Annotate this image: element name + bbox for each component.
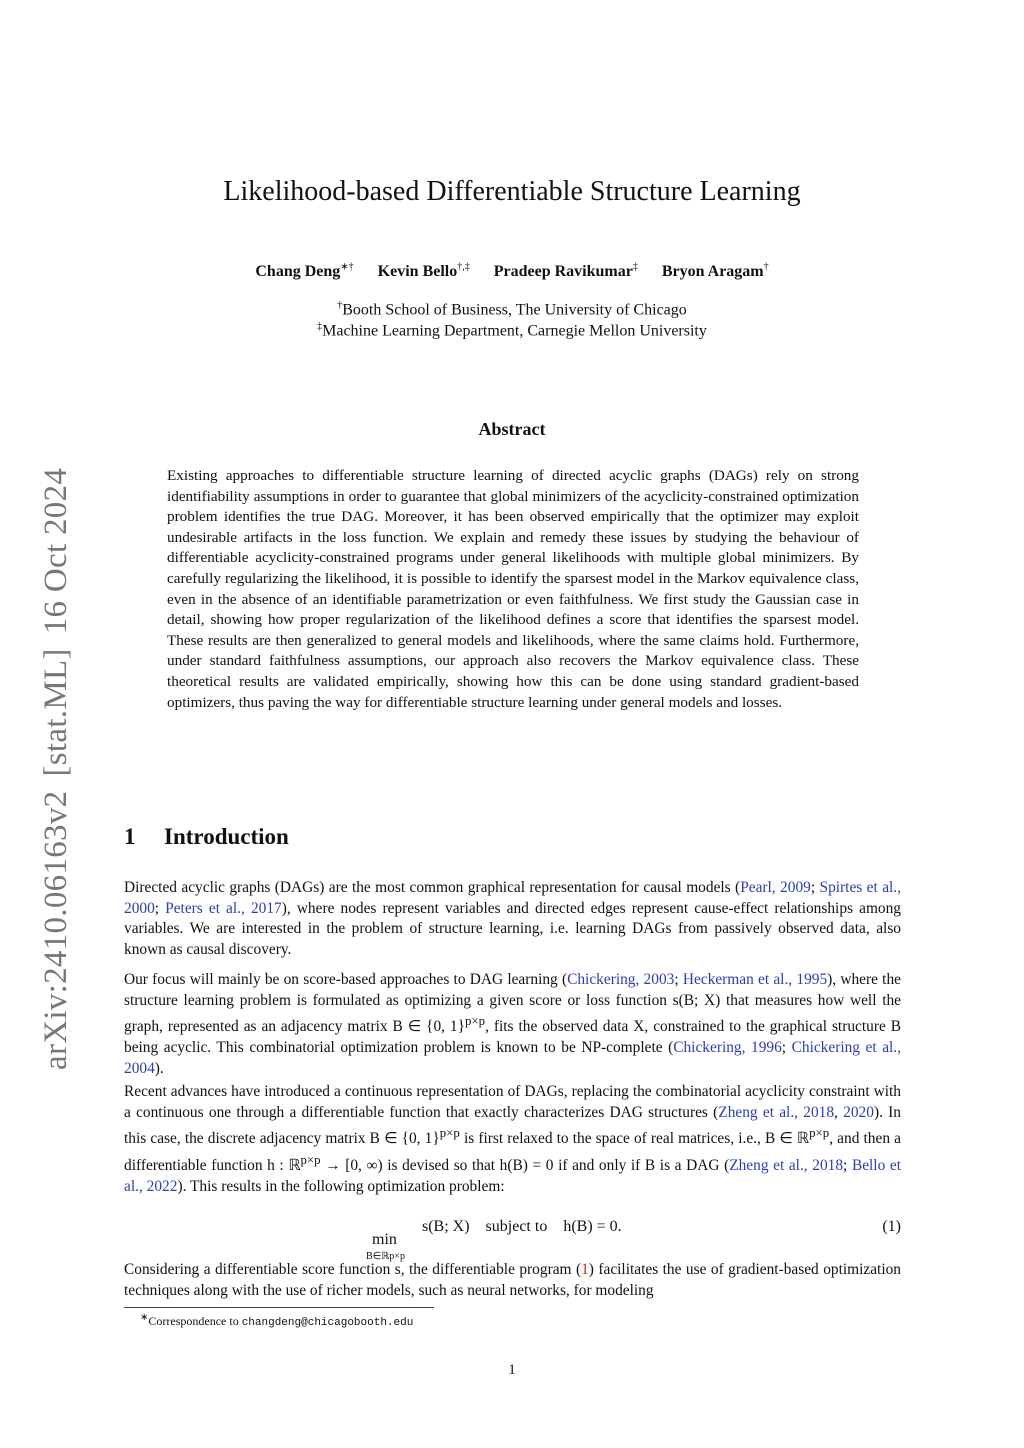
footnote-divider — [124, 1307, 434, 1308]
text-run: Considering a differentiable score function s, the differentiable program ( — [124, 1261, 582, 1278]
text-run: ; — [781, 1038, 792, 1056]
author-list — [100, 262, 924, 281]
text-run: ), where the structure learning problem is formulated as optimizing a given score or loss function s(B; X) that measures how well the graph, represented as an adjacency matrix B ∈ {0, 1} — [124, 971, 901, 1036]
text-run: ), where nodes represent variables and directed edges represent cause-effect relationships among variables. We are interested in the problem of structure learning, i.e. learning DAGs from passively observed data, also known as causal discovery. — [124, 899, 902, 958]
text-run: Recent advances have introduced a continuous representation of DAGs, replacing the combinatorial acyclicity constraint with a continuous one through a differentiable function that exactly characterizes DAG structures ( — [124, 1083, 901, 1121]
citation-link[interactable]: Zheng et al., 2018 — [729, 1157, 844, 1175]
text-run: Directed acyclic graphs (DAGs) are the most common graphical representation for causal models ( — [124, 879, 741, 896]
math-superscript: p×p — [809, 1126, 830, 1141]
paragraph-3 — [124, 1082, 901, 1197]
abstract-heading: Abstract — [478, 419, 546, 439]
citation-link[interactable]: Chickering, 1996 — [673, 1038, 782, 1056]
text-run: ) facilitates the use of gradient-based optimization techniques along with the use of richer models, such as neural networks, for modeling — [124, 1261, 901, 1299]
equation-number: (1) — [882, 1218, 901, 1235]
equation-1 — [124, 1216, 901, 1262]
paragraph-1 — [124, 878, 901, 960]
arxiv-category: [stat.ML] — [38, 648, 74, 777]
author-name: Pradeep Ravikumar — [493, 263, 633, 281]
affiliation-1 — [100, 300, 924, 319]
citation-link[interactable]: Chickering, 2003 — [567, 971, 675, 988]
equation-ref-link[interactable]: 1 — [581, 1261, 589, 1278]
citation-link[interactable]: Spirtes et al., 2000 — [124, 879, 901, 917]
text-run: ; — [154, 899, 166, 917]
affiliation-text: Machine Learning Department, Carnegie Mellon University — [322, 322, 707, 340]
page-number: 1 — [508, 1362, 516, 1378]
section-number: 1 — [124, 824, 136, 849]
text-run: , fits the observed data X, constrained to the graphical structure B being acyclic. This combinatorial optimization problem is known to be NP-complete ( — [124, 1018, 901, 1056]
text-run: ; — [674, 971, 683, 988]
paragraph-2 — [124, 970, 901, 1079]
author-marks: ∗† — [340, 262, 354, 273]
arxiv-id[interactable]: arXiv:2410.06163v2 — [38, 790, 74, 1070]
author-1 — [255, 263, 353, 280]
affiliation-mark: † — [337, 300, 343, 311]
footnote-mark: ∗ — [140, 1312, 149, 1323]
citation-link[interactable]: Pearl, 2009 — [740, 879, 811, 896]
citation-link[interactable]: Peters et al., 2017 — [165, 899, 282, 917]
author-name: Chang Deng — [255, 263, 341, 281]
affiliation-text: Booth School of Business, The University of Chicago — [342, 301, 687, 319]
affiliation-2 — [100, 321, 924, 340]
citation-link[interactable]: Bello et al., 2022 — [124, 1157, 901, 1195]
min-op-text: min — [372, 1231, 397, 1248]
author-name: Kevin Bello — [377, 263, 458, 281]
correspondence-email[interactable]: changdeng@chicagobooth.edu — [241, 1317, 414, 1329]
text-run: ; — [843, 1157, 852, 1175]
text-run: → [0, ∞) is devised so that h(B) = 0 if and only if B is a DAG ( — [320, 1157, 730, 1175]
abstract-text: Existing approaches to differentiable structure learning of directed acyclic graphs (DAGs) rely on strong identifiability assumptions in order to guarantee that global minimizers of the acyclicity-constrained optimization problem identifies the true DAG. Moreover, it has been observed empirically that the optimizer may exploit undesirable artifacts in the loss function. We explain and remedy these issues by studying the behaviour of differentiable acyclicity-constrained programs under general likelihoods with multiple global minimizers. By carefully regularizing the likelihood, it is possible to identify the sparsest model in the Markov equivalence class, even in the absence of an identifiable parametrization or even faithfulness. We first study the Gaussian case in detail, showing how proper regularization of the likelihood defines a score that identifies the sparsest model. These results are then generalized to general models and likelihoods, where the same claims hold. Furthermore, under standard faithfulness assumptions, our approach also recovers the Markov equivalence class. These theoretical results are validated empirically, showing how this can be done using standard gradient-based optimizers, thus paving the way for differentiable structure learning under general models and losses. — [167, 467, 859, 711]
text-run: ). — [154, 1059, 164, 1077]
text-run: ; — [810, 879, 820, 896]
citation-link[interactable]: 2020 — [843, 1103, 874, 1121]
footnote-label: Correspondence to — [148, 1314, 242, 1328]
paper-title: Likelihood-based Differentiable Structure Learning — [223, 176, 801, 207]
arxiv-date: 16 Oct 2024 — [38, 467, 74, 635]
citation-link[interactable]: Zheng et al., 2018 — [718, 1103, 835, 1121]
affiliation-mark: ‡ — [317, 321, 323, 332]
min-subscript: B∈ℝp×p — [366, 1251, 405, 1262]
author-3 — [494, 263, 638, 280]
paragraph-4 — [124, 1260, 901, 1301]
text-run: Our focus will mainly be on score-based approaches to DAG learning ( — [124, 971, 568, 988]
text-run: , and then a differentiable function h : ℝ — [124, 1130, 901, 1175]
footnote — [140, 1312, 413, 1329]
author-marks: † — [763, 262, 769, 273]
text-run: is first relaxed to the space of real matrices, i.e., B ∈ ℝ — [459, 1130, 810, 1148]
equation-body — [366, 1218, 622, 1262]
citation-link[interactable]: Chickering et al., 2004 — [124, 1038, 901, 1077]
author-4 — [662, 263, 769, 280]
author-marks: ‡ — [632, 262, 638, 273]
author-2 — [378, 263, 470, 280]
section-heading — [124, 824, 289, 850]
section-title: Introduction — [164, 824, 289, 849]
citation-link[interactable]: Heckerman et al., 1995 — [682, 971, 828, 988]
author-name: Bryon Aragam — [661, 263, 764, 281]
equation-expression: s(B; X) subject to h(B) = 0. — [422, 1218, 622, 1235]
math-superscript: p×p — [465, 1014, 486, 1029]
arxiv-stamp — [38, 430, 78, 1070]
math-superscript: p×p — [300, 1152, 321, 1167]
author-marks: †,‡ — [457, 262, 470, 273]
text-run: , — [834, 1103, 844, 1121]
text-run: ). In this case, the discrete adjacency matrix B ∈ {0, 1} — [124, 1103, 901, 1148]
math-superscript: p×p — [439, 1126, 460, 1141]
text-run: ). This results in the following optimization problem: — [177, 1177, 505, 1195]
